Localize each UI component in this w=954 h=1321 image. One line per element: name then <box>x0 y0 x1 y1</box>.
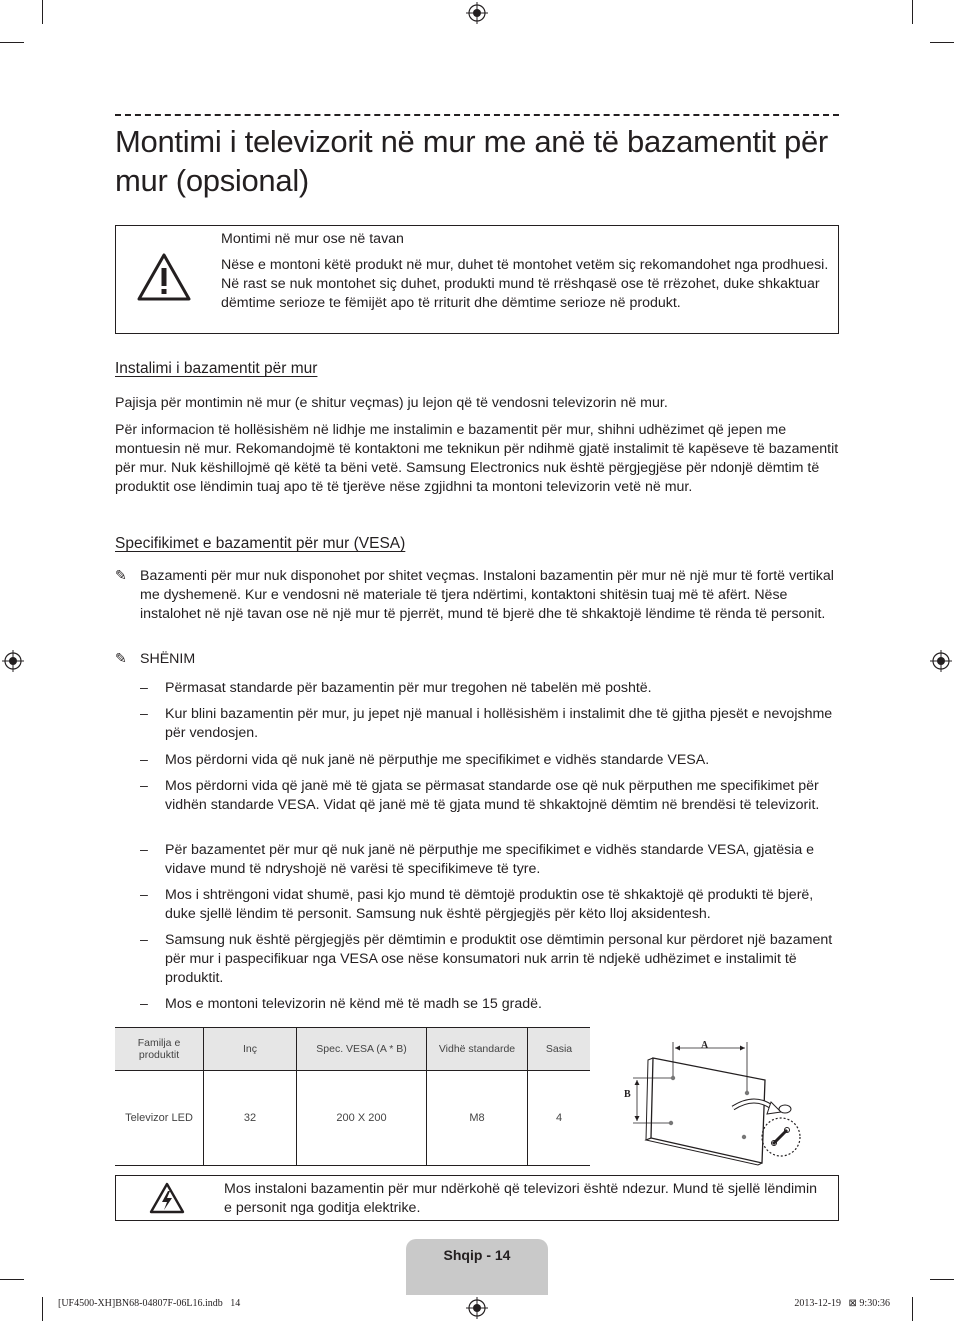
crop-mark <box>0 1279 24 1280</box>
title-divider <box>115 114 839 116</box>
crop-mark <box>42 1297 43 1321</box>
registration-mark-icon <box>466 2 488 24</box>
dimension-b-label: B <box>624 1089 631 1100</box>
section-heading-vesa: Specifikimet e bazamentit për mur (VESA) <box>115 535 406 552</box>
table-cell: M8 <box>427 1071 528 1166</box>
crop-mark <box>42 0 43 24</box>
screw-hole <box>669 1121 673 1125</box>
table-header-cell: Sasia <box>528 1028 591 1071</box>
electric-warning-box <box>115 1175 839 1221</box>
page-number-tab <box>406 1239 548 1295</box>
table-cell: Televizor LED <box>115 1071 204 1166</box>
crop-mark <box>0 42 24 43</box>
table-cell: 200 X 200 <box>297 1071 427 1166</box>
registration-mark-icon <box>930 650 952 672</box>
pencil-note-icon: ✎ <box>115 567 127 583</box>
electric-warning-text: Mos instaloni bazamentin për mur ndërkohë që televizori është ndezur. Mund të sjellë lëndimin e personit nga goditja elektrike. <box>224 1181 818 1216</box>
electric-shock-warning-icon <box>149 1182 185 1214</box>
crop-mark <box>912 1297 913 1321</box>
table-header-cell: Inç <box>204 1028 297 1071</box>
screw-hole <box>745 1091 749 1095</box>
page-number: Shqip - 14 <box>443 1247 511 1263</box>
warning-text: Nëse e montoni këtë produkt në mur, duhet të montohet vetëm siç rekomandohet nga prodhuesi. Në rast se nuk montohet siç duhet, produkti mund të rrëshqasë ose të rrëzohet, duke shkaktuar dëmtime serioze te fëmijët apo të rriturit dhe dëmtime serioze në produkt. <box>221 257 829 311</box>
crop-mark <box>930 1279 954 1280</box>
screw-hole <box>671 1076 675 1080</box>
vesa-table <box>115 1027 590 1166</box>
section-heading-install: Instalimi i bazamentit për mur <box>115 360 318 377</box>
table-header-cell: Vidhë standarde <box>427 1028 528 1071</box>
warning-box <box>115 225 839 334</box>
wall-mount-diagram <box>615 1030 810 1170</box>
crop-mark <box>930 42 954 43</box>
pencil-note-icon: ✎ <box>115 650 127 666</box>
table-cell: 32 <box>204 1071 297 1166</box>
registration-mark-icon <box>2 650 24 672</box>
table-header-row <box>115 1028 590 1071</box>
table-row <box>115 1071 590 1166</box>
note-text: Bazamenti për mur nuk disponohet por shitet veçmas. Instaloni bazamentin për mur në një mur të fortë vertikal me dyshemenë. Kur e vendosni në materiale të tjera ndërtimi, kontaktoni shitësin tuaj më të afërt. Nëse instalohet në një tavan ose në një mur të pjerrët, mund të bjerë dhe të shkaktojë lëndime të rënda të personit. <box>140 568 834 622</box>
table-cell: 4 <box>528 1071 591 1166</box>
page-title: Montimi i televizorit në mur me anë të bazamentit për mur (opsional) <box>115 124 828 198</box>
date-imprint: 2013-12-19 ⊠ 9:30:36 <box>794 1298 890 1309</box>
note-label: SHËNIM <box>140 651 196 667</box>
registration-mark-icon <box>466 1297 488 1319</box>
install-paragraph-1: Pajisja për montimin në mur (e shitur veçmas) ju lejon që të vendosni televizorin në mur. <box>115 395 668 411</box>
crop-mark <box>912 0 913 24</box>
file-imprint: [UF4500-XH]BN68-04807F-06L16.indb 14 <box>58 1298 241 1309</box>
screw-hole <box>742 1135 746 1139</box>
warning-heading: Montimi në mur ose në tavan <box>221 231 404 247</box>
install-paragraph-2: Për informacion të hollësishëm në lidhje me instalimin e bazamentit për mur, shihni udhëzimet që jepen me montuesin në mur. Rekomandojmë të kontaktoni me teknikun për ndihmë gjatë instalimit të kapëseve të bazamentit për mur. Nuk këshillojmë që këtë ta bëni vetë. Samsung Electronics nuk është përgjegjëse për ndonjë dëmtim të produktit ose lëndimin tuaj apo të të tjerëve nëse zgjidhni ta montoni televizorin vetë në mur. <box>115 422 839 495</box>
warning-triangle-icon <box>136 252 192 302</box>
dimension-a-label: A <box>701 1040 709 1051</box>
table-header-cell: Familja e produktit <box>115 1028 204 1071</box>
table-header-cell: Spec. VESA (A * B) <box>297 1028 427 1071</box>
